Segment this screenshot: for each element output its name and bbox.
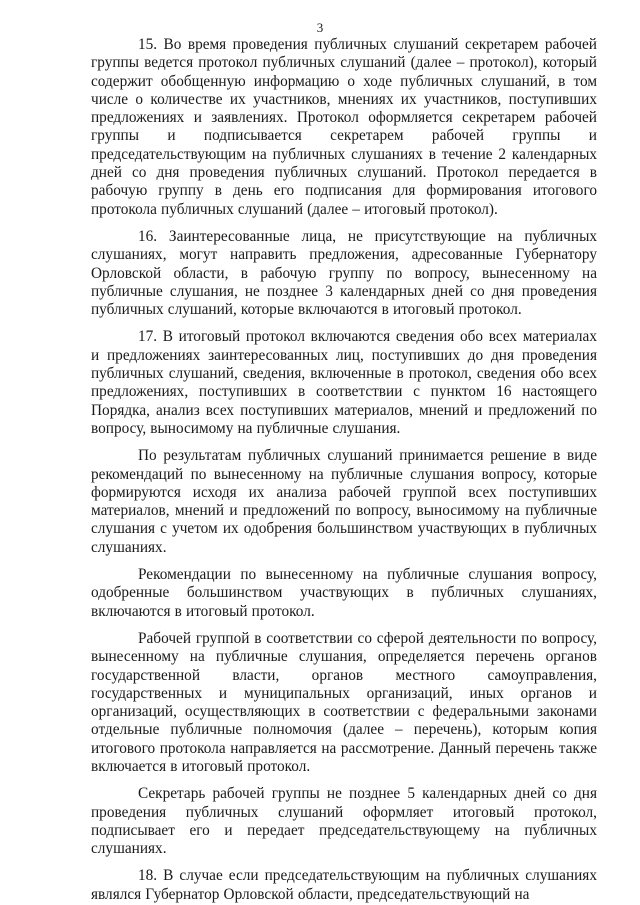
document-body xyxy=(91,36,597,904)
page-number: 3 xyxy=(316,20,324,35)
paragraph-results: По результатам публичных слушаний принимается решение в виде рекомендаций по вынесенному на публичные слушания вопросу, которые формируются исходя их анализа рабочей группой всех поступивших материалов, мнений и предложений по вопросу, выносимому на публичные слушания с учетом их одобрения большинством участвующих в публичных слушаниях. xyxy=(91,447,597,556)
paragraph-item-15: 15. Во время проведения публичных слушаний секретарем рабочей группы ведется протокол публичных слушаний (далее – протокол), который содержит обобщенную информацию о ходе публичных слушаний, в том числе о количестве их участников, мнениях их участников, поступивших предложениях и заявлениях. Протокол оформляется секретарем рабочей группы и подписывается секретарем рабочей группы и председательствующим на публичных слушаниях в течение 2 календарных дней со дня проведения публичных слушаний. Протокол передается в рабочую группу в день его подписания для формирования итогового протокола публичных слушаний (далее – итоговый протокол). xyxy=(91,36,597,218)
paragraph-item-17: 17. В итоговый протокол включаются сведения обо всех материалах и предложениях заинтересованных лиц, поступивших до дня проведения публичных слушаний, сведения, включенные в протокол, сведения обо всех предложениях, поступивших в соответствии с пунктом 16 настоящего Порядка, анализ всех поступивших материалов, мнений и предложений по вопросу, выносимому на публичные слушания. xyxy=(91,328,597,437)
paragraph-item-16: 16. Заинтересованные лица, не присутствующие на публичных слушаниях, могут направить предложения, адресованные Губернатору Орловской области, в рабочую группу по вопросу, вынесенному на публичные слушания, не позднее 3 календарных дней со дня проведения публичных слушаний, которые включаются в итоговый протокол. xyxy=(91,227,597,319)
paragraph-recommendations: Рекомендации по вынесенному на публичные слушания вопросу, одобренные большинством участвующих в публичных слушаниях, включаются в итоговый протокол. xyxy=(91,566,597,620)
paragraph-item-18: 18. В случае если председательствующим на публичных слушаниях являлся Губернатор Орловской области, председательствующий на xyxy=(91,867,597,903)
paragraph-organ-list: Рабочей группой в соответствии со сферой деятельности по вопросу, вынесенному на публичные слушания, определяется перечень органов государственной власти, органов местного самоуправления, государственных и муниципальных организаций, иных органов и организаций, осуществляющих в соответствии с федеральными законами отдельные публичные полномочия (далее – перечень), которым копия итогового протокола направляется на рассмотрение. Данный перечень также включается в итоговый протокол. xyxy=(91,629,597,775)
paragraph-secretary: Секретарь рабочей группы не позднее 5 календарных дней со дня проведения публичных слушаний оформляет итоговый протокол, подписывает его и передает председательствующему на публичных слушаниях. xyxy=(91,785,597,858)
